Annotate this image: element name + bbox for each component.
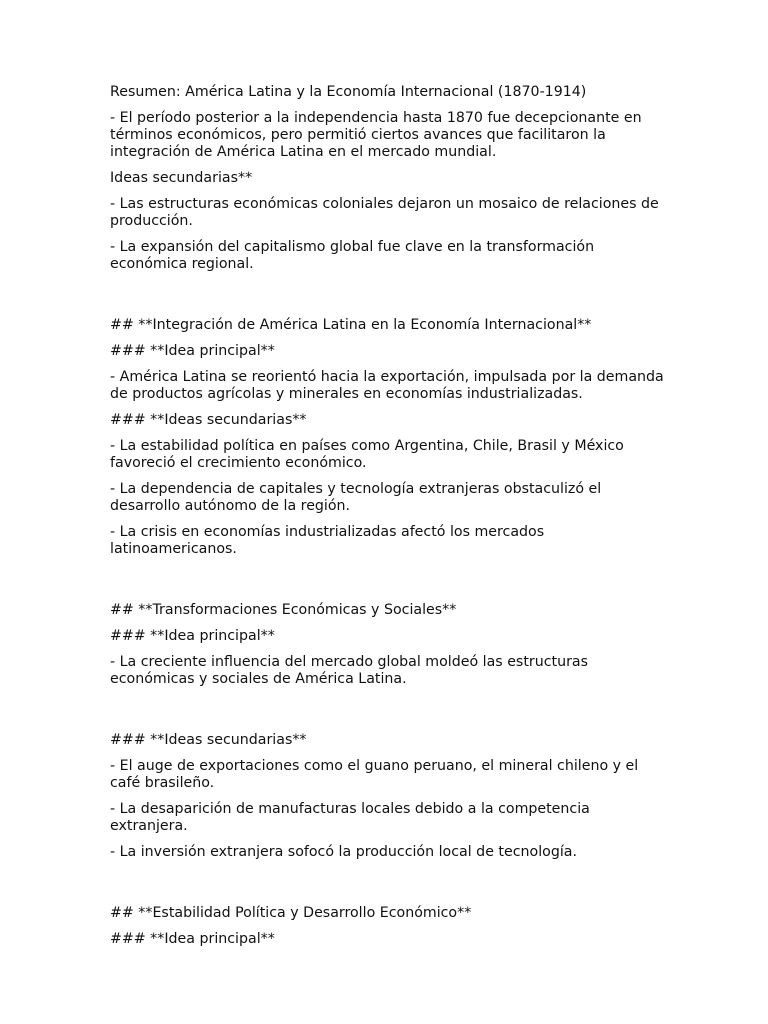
- subheading: ### **Idea principal**: [110, 343, 275, 359]
- subheading: ### **Ideas secundarias**: [110, 412, 307, 428]
- section-heading: ## **Integración de América Latina en la Economía Internacional**: [110, 317, 592, 333]
- section-heading: ## **Estabilidad Política y Desarrollo Económico**: [110, 905, 472, 921]
- subheading: ### **Ideas secundarias**: [110, 732, 307, 748]
- document-body: [110, 84, 670, 957]
- list-item: - La expansión del capitalismo global fue clave en la transformación económica regional.: [110, 239, 595, 272]
- list-item: - Las estructuras económicas coloniales dejaron un mosaico de relaciones de producción.: [110, 196, 659, 229]
- list-item: - La inversión extranjera sofocó la producción local de tecnología.: [110, 844, 577, 860]
- list-item: - La estabilidad política en países como Argentina, Chile, Brasil y México favoreció el crecimiento económico.: [110, 438, 624, 471]
- blank-line: [110, 567, 670, 602]
- blank-line: [110, 282, 670, 317]
- paragraph: - El período posterior a la independencia hasta 1870 fue decepcionante en términos económicos, pero permitió ciertos avances que facilitaron la integración de América Latina en el mercado mundial.: [110, 110, 642, 160]
- subheading: Ideas secundarias**: [110, 170, 253, 186]
- subheading: ### **Idea principal**: [110, 628, 275, 644]
- list-item: - La desaparición de manufacturas locales debido a la competencia extranjera.: [110, 801, 590, 834]
- subheading: ### **Idea principal**: [110, 931, 275, 947]
- list-item: - La crisis en economías industrializadas afectó los mercados latinoamericanos.: [110, 524, 545, 557]
- list-item: - La creciente influencia del mercado global moldeó las estructuras económicas y sociales de América Latina.: [110, 654, 588, 687]
- list-item: - El auge de exportaciones como el guano peruano, el mineral chileno y el café brasileño.: [110, 758, 639, 791]
- list-item: - La dependencia de capitales y tecnología extranjeras obstaculizó el desarrollo autónomo de la región.: [110, 481, 602, 514]
- document-title: Resumen: América Latina y la Economía Internacional (1870-1914): [110, 84, 587, 100]
- list-item: - América Latina se reorientó hacia la exportación, impulsada por la demanda de productos agrícolas y minerales en economías industrializadas.: [110, 369, 664, 402]
- blank-line: [110, 870, 670, 905]
- section-heading: ## **Transformaciones Económicas y Sociales**: [110, 602, 457, 618]
- blank-line: [110, 697, 670, 732]
